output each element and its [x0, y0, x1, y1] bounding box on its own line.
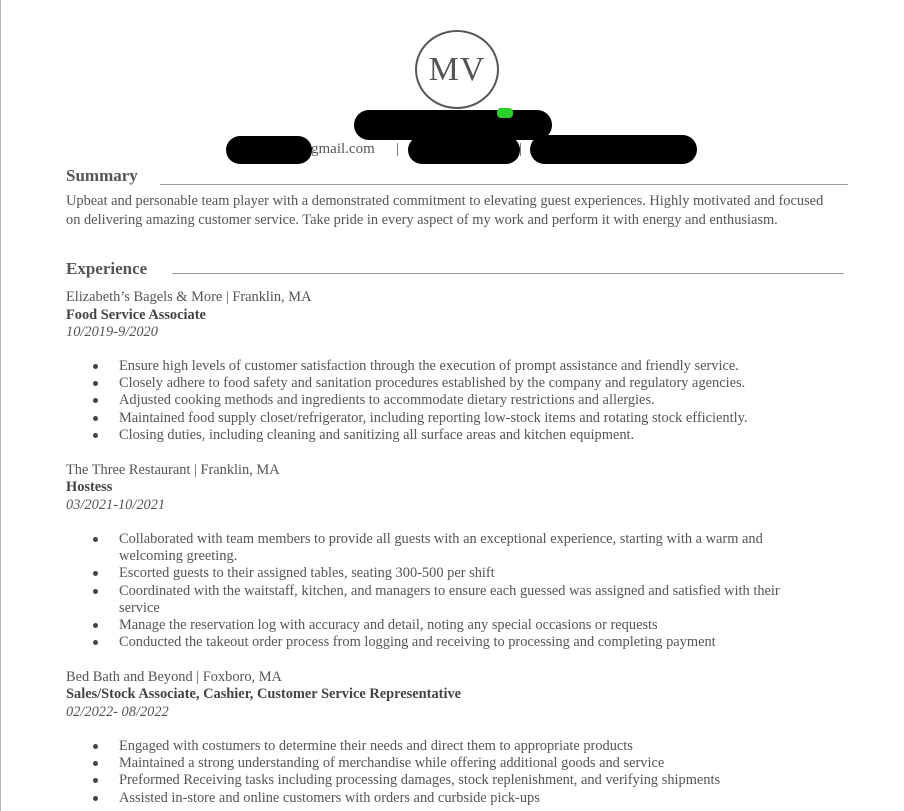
list-item: Coordinated with the waitstaff, kitchen, and managers to ensure each guessed was assigned and satisfied with their service: [92, 583, 812, 617]
list-item: Collaborated with team members to provide all guests with an exceptional experience, starting with a warm and welcoming greeting.: [92, 531, 812, 565]
job-dates: 03/2021-10/2021: [66, 497, 166, 513]
redacted-phone: [408, 136, 523, 164]
contact-separator: |: [519, 141, 523, 157]
job-dates: 02/2022- 08/2022: [66, 704, 169, 720]
experience-rule: [172, 273, 844, 274]
job-bullet-list: [92, 531, 812, 651]
monogram-logo: [415, 30, 499, 109]
monogram-initials: MV: [428, 50, 486, 88]
job-bullet-list: [92, 738, 812, 807]
job-organization: The Three Restaurant | Franklin, MA: [66, 462, 280, 478]
summary-heading: Summary: [66, 166, 138, 185]
summary-rule: [160, 184, 848, 185]
list-item: Closing duties, including cleaning and sanitizing all surface areas and kitchen equipment.: [92, 427, 812, 444]
list-item: Adjusted cooking methods and ingredients to accommodate dietary restrictions and allergies.: [92, 392, 812, 409]
redaction-edge-mark: [497, 108, 513, 118]
list-item: Closely adhere to food safety and sanitation procedures established by the company and regulatory agencies.: [92, 375, 812, 392]
job-organization: Bed Bath and Beyond | Foxboro, MA: [66, 669, 282, 685]
list-item: Maintained food supply closet/refrigerator, including reporting low-stock items and rotating stock efficiently.: [92, 410, 812, 427]
job-title: Sales/Stock Associate, Cashier, Customer Service Representative: [66, 686, 462, 702]
page-border: [0, 0, 1, 811]
list-item: Assisted in-store and online customers with orders and curbside pick-ups: [92, 790, 812, 807]
job-title: Food Service Associate: [66, 307, 206, 323]
list-item: Ensure high levels of customer satisfaction through the execution of prompt assistance and friendly service.: [92, 358, 812, 375]
list-item: Conducted the takeout order process from logging and receiving to processing and completing payment: [92, 634, 812, 651]
redacted-email-user: [226, 136, 312, 164]
email-domain: gmail.com: [311, 141, 375, 157]
summary-text: Upbeat and personable team player with a demonstrated commitment to elevating guest experiences. Highly motivated and focused on delivering amazing customer service. Take pride in every aspect of my work and perform it with energy and enthusiasm.: [66, 193, 824, 228]
list-item: Maintained a strong understanding of merchandise while offering additional goods and service: [92, 755, 812, 772]
list-item: Manage the reservation log with accuracy and detail, noting any special occasions or requests: [92, 617, 812, 634]
job-organization: Elizabeth’s Bagels & More | Franklin, MA: [66, 289, 312, 305]
experience-heading: Experience: [66, 259, 148, 278]
list-item: Preformed Receiving tasks including processing damages, stock replenishment, and verifying shipments: [92, 772, 812, 789]
contact-separator: |: [396, 141, 400, 157]
redacted-location: [530, 135, 697, 164]
list-item: Engaged with costumers to determine their needs and direct them to appropriate products: [92, 738, 812, 755]
list-item: Escorted guests to their assigned tables, seating 300-500 per shift: [92, 565, 812, 582]
job-title: Hostess: [66, 479, 113, 495]
job-bullet-list: [92, 358, 812, 444]
job-dates: 10/2019-9/2020: [66, 324, 158, 340]
